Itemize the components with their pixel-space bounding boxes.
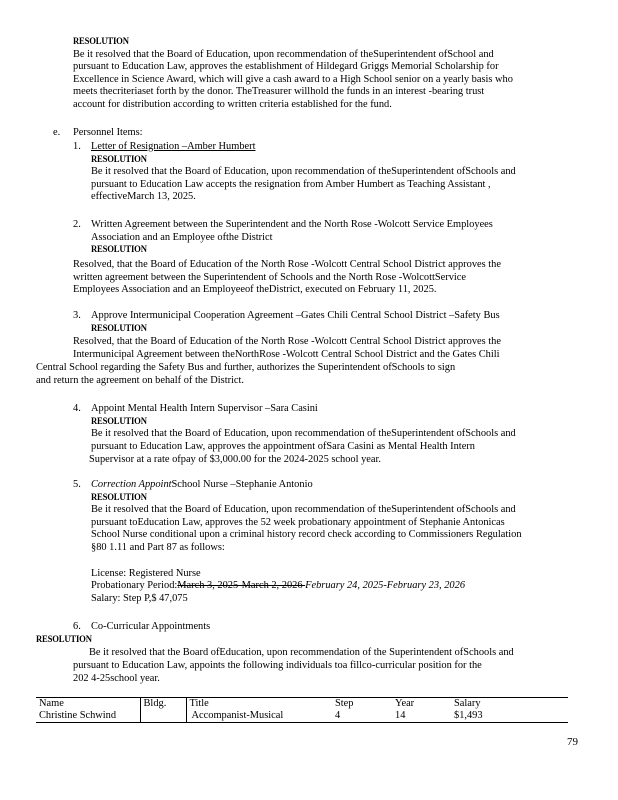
body-line: Be it resolved that the Board of Education, upon recommendation of theSuperintendent ofSchools and [91, 504, 516, 516]
intro-resolution-block [73, 36, 513, 112]
body-line: effectiveMarch 13, 2025. [91, 191, 196, 203]
table-header: Step [335, 698, 354, 709]
body-line: Central School regarding the Safety Bus and further, authorizes the Superintendent ofSchools to sign [36, 362, 456, 373]
table-header: Bldg. [143, 698, 167, 709]
body-line: Be it resolved that the Board ofEducation, upon recommendation of the Superintendent ofSchools and [89, 647, 514, 658]
table-cell [332, 698, 392, 723]
correction-label: Correction Appoint [91, 479, 172, 490]
item-number: 4. [73, 403, 81, 414]
table-header: Name [39, 698, 64, 709]
item-title: Letter of Resignation –Amber Humbert [91, 141, 256, 152]
probation-line [91, 580, 522, 593]
resolution-label: RESOLUTION [91, 153, 147, 165]
item-1-block [91, 141, 516, 204]
resolution-label: RESOLUTION [73, 36, 129, 47]
item-number: 3. [73, 310, 81, 321]
body-line: Employees Association and an Employeeof theDistrict, executed on February 11, 2025. [73, 284, 437, 296]
salary-line: Salary: Step P,$ 47,075 [91, 592, 188, 604]
body-line: pursuant to Education Law accepts the resignation from Amber Humbert as Teaching Assistant , [91, 178, 491, 190]
item-2-title-block [91, 219, 493, 257]
section-e-marker: e. [53, 127, 61, 138]
resolution-label: RESOLUTION [91, 491, 147, 503]
item-number: 2. [73, 219, 81, 230]
resolution-label: RESOLUTION [91, 244, 147, 256]
table-cell [186, 698, 332, 723]
item-title: Written Agreement between the Superintendent and the North Rose -Wolcott Service Employees [91, 219, 493, 230]
item-title: Association and an Employee ofthe District [91, 231, 273, 243]
table-cell [451, 698, 568, 723]
table-cell [36, 698, 140, 723]
body-line: Intermunicipal Agreement between theNorthRose -Wolcott Central School District and the Gates Chili [73, 349, 500, 360]
item-4-block [91, 403, 516, 453]
page-number: 79 [567, 736, 578, 748]
body-line: account for distribution according to written criteria established for the fund. [73, 98, 392, 110]
body-line: Excellence in Science Award, which will give a cash award to a High School senior on a yearly basis who [73, 73, 513, 85]
table-value: 4 [335, 710, 341, 721]
body-line: meets thecriteriaset forth by the donor. TheTreasurer willhold the funds in an interest -bearing trust [73, 86, 485, 98]
body-line: written agreement between the Superintendent of Schools and the North Rose -WolcottService [73, 271, 467, 283]
body-line: Be it resolved that the Board of Education, upon recommendation of theSuperintendent ofSchools and [91, 428, 516, 440]
item-title: Appoint Mental Health Intern Supervisor –Sara Casini [91, 403, 318, 414]
table-cell [140, 698, 186, 723]
body-line: Resolved, that the Board of Education of the North Rose -Wolcott Central School District approves the [73, 336, 501, 347]
license-line: License: Registered Nurse [91, 567, 201, 579]
table-header: Title [189, 698, 209, 709]
item-2-body [73, 259, 501, 297]
section-e-title: Personnel Items: [73, 127, 143, 138]
item-number: 5. [73, 479, 81, 490]
item-title-rest: School Nurse –Stephanie Antonio [171, 479, 313, 490]
table-header: Year [395, 698, 415, 709]
body-line: and return the agreement on behalf of the District. [36, 375, 245, 386]
table-value: 14 [395, 710, 406, 721]
table-value: Accompanist-Musical [189, 710, 284, 721]
table-row [36, 698, 568, 723]
item-3-title-block [91, 310, 500, 335]
item-number: 1. [73, 141, 81, 152]
probation-new: February 24, 2025-February 23, 2026 [305, 580, 466, 592]
table-cell [392, 698, 451, 723]
body-line: Be it resolved that the Board of Education, upon recommendation of theSuperintendent ofSchools and [91, 166, 516, 178]
resolution-label: RESOLUTION [91, 415, 147, 427]
co-curricular-table [36, 697, 568, 723]
body-line: Supervisor at a rate ofpay of $3,000.00 for the 2024-2025 school year. [89, 454, 382, 465]
item-number: 6. [73, 621, 81, 632]
body-line: Resolved, that the Board of Education of the North Rose -Wolcott Central School District approves the [73, 259, 501, 270]
table-value: Christine Schwind [39, 710, 117, 721]
body-line: 202 4-25school year. [73, 673, 160, 684]
item-title [91, 479, 522, 492]
table-value: $1,493 [454, 710, 483, 721]
body-line: §80 1.11 and Part 87 as follows: [91, 541, 225, 553]
resolution-label: RESOLUTION [36, 634, 92, 645]
table-header: Salary [454, 698, 481, 709]
resolution-label: RESOLUTION [91, 322, 147, 334]
item-title: Co-Curricular Appointments [91, 621, 211, 632]
body-line: pursuant to Education Law, appoints the following individuals toa fillco-curricular position for the [73, 660, 482, 671]
probation-label: Probationary Period: [91, 580, 178, 592]
probation-struck: March 3, 2025-March 2, 2026 [177, 580, 306, 592]
body-line: pursuant toEducation Law, approves the 52 week probationary appointment of Stephanie Antonicas [91, 516, 505, 528]
item-title: Approve Intermunicipal Cooperation Agreement –Gates Chili Central School District –Safety Bus [91, 310, 500, 321]
item-5-block [91, 479, 522, 605]
body-line: School Nurse conditional upon a criminal history record check according to Commissioners Regulation [91, 529, 522, 541]
body-line: Be it resolved that the Board of Education, upon recommendation of theSuperintendent ofSchool and [73, 48, 494, 60]
body-line: pursuant to Education Law, approves the establishment of Hildegard Griggs Memorial Scholarship for [73, 61, 499, 73]
body-line: pursuant to Education Law, approves the appointment ofSara Casini as Mental Health Intern [91, 440, 475, 452]
